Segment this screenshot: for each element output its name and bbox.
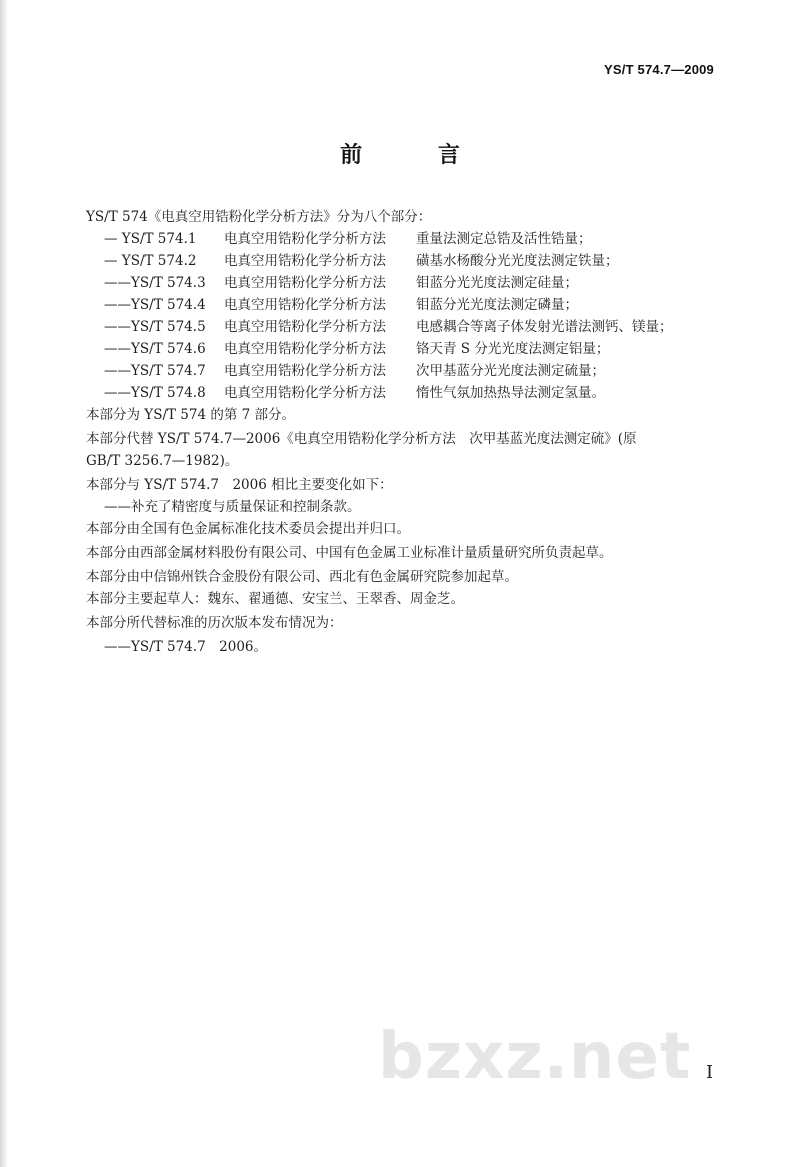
part-code: — YS/T 574.1 [104,231,197,247]
part-item [104,360,605,382]
part-subject: 电感耦合等离子体发射光谱法测钙、镁量； [416,319,673,335]
part-subject: 惰性气氛加热热导法测定氢量。 [416,385,605,401]
part-item [104,338,609,360]
part-code: ——YS/T 574.5 [104,319,206,335]
part-code: — YS/T 574.2 [104,253,197,269]
proposed-by: 本部分由全国有色金属标准化技术委员会提出并归口。 [86,521,410,537]
part-item [104,228,592,250]
main-drafters: 本部分主要起草人：魏东、翟通德、安宝兰、王翠香、周金芝。 [86,591,464,607]
version-history-intro: 本部分所代替标准的历次版本发布情况为： [86,615,343,631]
page-fold-shadow [0,0,8,1167]
drafted-by: 本部分由西部金属材料股份有限公司、中国有色金属工业标准计量质量研究所负责起草。 [86,545,613,561]
part-subject: 磺基水杨酸分光光度法测定铁量； [416,253,619,269]
part-code: ——YS/T 574.8 [104,385,206,401]
part-code: ——YS/T 574.4 [104,297,206,313]
version-history-item: ——YS/T 574.7 2006。 [104,639,268,655]
part-method: 电真空用锆粉化学分析方法 [224,341,386,357]
watermark-text: bzxz.net [378,1020,692,1094]
part-item [104,382,605,404]
part-method: 电真空用锆粉化学分析方法 [224,319,386,335]
part-code: ——YS/T 574.6 [104,341,206,357]
standard-code: YS/T 574.7—2009 [604,62,714,77]
part-subject: 重量法测定总锆及活性锆量； [416,231,592,247]
part-subject: 钼蓝分光光度法测定硅量； [416,275,578,291]
part-method: 电真空用锆粉化学分析方法 [224,297,386,313]
part-statement: 本部分为 YS/T 574 的第 7 部分。 [86,407,296,423]
part-method: 电真空用锆粉化学分析方法 [224,231,386,247]
replacement-statement-line2: GB/T 3256.7—1982)。 [86,453,239,469]
part-subject: 钼蓝分光光度法测定磷量； [416,297,578,313]
part-code: ——YS/T 574.3 [104,275,206,291]
part-method: 电真空用锆粉化学分析方法 [224,275,386,291]
part-item [104,316,673,338]
part-method: 电真空用锆粉化学分析方法 [224,253,386,269]
intro-paragraph: YS/T 574《电真空用锆粉化学分析方法》分为八个部分： [86,209,432,225]
participated-in-drafting: 本部分由中信锦州铁合金股份有限公司、西北有色金属研究院参加起草。 [86,569,518,585]
replacement-statement-line1: 本部分代替 YS/T 574.7—2006《电真空用锆粉化学分析方法 次甲基蓝光度法测定硫》(原 [86,431,637,447]
part-item [104,250,619,272]
part-subject: 次甲基蓝分光光度法测定硫量； [416,363,605,379]
part-item [104,272,578,294]
page-number: I [706,1062,714,1083]
part-subject: 铬天青 S 分光光度法测定铝量； [416,341,610,357]
change-item: ——补充了精密度与质量保证和控制条款。 [104,499,361,515]
page-title: 前 言 [340,143,494,168]
part-code: ——YS/T 574.7 [104,363,206,379]
part-item [104,294,578,316]
changes-intro: 本部分与 YS/T 574.7 2006 相比主要变化如下： [86,477,393,493]
part-method: 电真空用锆粉化学分析方法 [224,385,386,401]
part-method: 电真空用锆粉化学分析方法 [224,363,386,379]
